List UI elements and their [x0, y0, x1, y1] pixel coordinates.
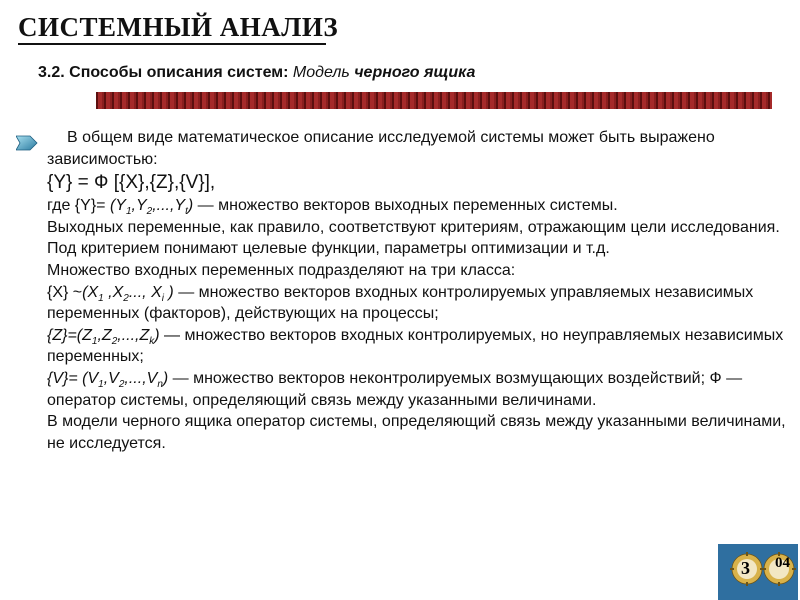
z-definition [47, 325, 795, 368]
y-part: ,Y [131, 197, 147, 215]
x-tail: — множество векторов входных контролируемых управляемых независимых переменных (факторов), действующих на процессы; [47, 283, 754, 323]
y-part: (Y [109, 197, 126, 215]
y-lead: где {Y}= [47, 197, 110, 215]
v-tail: — множество векторов неконтролируемых возмущающих воздействий; Ф — оператор системы, определяющий связь между указанными величинами. [47, 369, 743, 409]
x-sub: 2 [123, 292, 129, 304]
v-part: ,V [103, 369, 119, 387]
subtitle-model-bold: черного ящика [354, 64, 476, 81]
y-vector [109, 197, 194, 218]
y-part: ,...,Y [152, 197, 186, 215]
y-sub: 2 [146, 206, 153, 218]
subtitle-model-plain: Модель [292, 64, 355, 81]
x-sub: 1 [98, 292, 104, 304]
logo-number-left: 3 [741, 558, 750, 578]
slide-title: СИСТЕМНЫЙ АНАЛИЗ [18, 12, 339, 42]
z-sub: 1 [91, 335, 98, 347]
v-sub: 1 [98, 379, 104, 391]
decorative-band [96, 92, 772, 109]
v-part: {V}= [47, 369, 83, 387]
z-part: ) [154, 326, 160, 344]
intro-paragraph: В общем виде математическое описание исследуемой системы может быть выражено зависимостью: [47, 129, 715, 168]
v-sub: n [157, 379, 163, 391]
main-formula: {Y} = Ф [{X},{Z},{V}], [47, 172, 216, 194]
x-vector [82, 283, 174, 304]
v-part: ) [162, 369, 169, 387]
corner-logo [718, 544, 798, 600]
gear-emblem-icon [718, 544, 798, 600]
inputs-paragraph: Множество входных переменных подразделяют на три класса: [47, 261, 516, 279]
y-part: ) [187, 197, 194, 215]
z-part: ,...,Z [117, 326, 150, 344]
x-sub: i [161, 292, 164, 304]
outputs-paragraph: Выходных переменные, как правило, соответствуют критериям, отражающим цели исследования. Под критерием понимают целевые функции, параметры оптимизации и т.д. [47, 218, 780, 258]
z-tail: — множество векторов входных контролируемых, но неуправляемых независимых переменных; [47, 326, 784, 366]
y-sub: 1 [125, 206, 132, 218]
conclusion-paragraph: В модели черного ящика оператор системы, определяющий связь между указанными величинами, не исследуется. [47, 413, 786, 452]
v-vector [47, 369, 169, 391]
y-tail: — множество векторов выходных переменных системы. [193, 197, 618, 215]
slide-subtitle [38, 64, 475, 82]
x-lead: {X} ~ [47, 283, 83, 301]
x-part: (X [82, 283, 99, 301]
v-sub: 2 [118, 379, 125, 391]
title-underline [18, 43, 326, 45]
z-part: ,Z [97, 326, 112, 344]
y-sub: t [185, 206, 188, 218]
x-part: ) [163, 283, 174, 301]
z-sub: 2 [111, 335, 118, 347]
v-part: (V [82, 369, 99, 387]
v-definition [47, 368, 795, 411]
bullet-arrow-icon [16, 134, 38, 152]
x-part: ,X [103, 283, 124, 301]
z-sub: k [149, 335, 155, 347]
subtitle-section: 3.2. Способы описания систем: [38, 64, 293, 81]
y-definition [47, 195, 795, 217]
x-part: ..., X [128, 283, 162, 301]
z-vector [47, 326, 160, 347]
subtitle-model [293, 64, 475, 81]
x-definition [47, 282, 795, 325]
logo-number-right: 04 [775, 555, 790, 571]
v-part: ,...,V [124, 369, 158, 387]
body-text [47, 127, 795, 454]
z-part: {Z}=(Z [47, 326, 92, 344]
